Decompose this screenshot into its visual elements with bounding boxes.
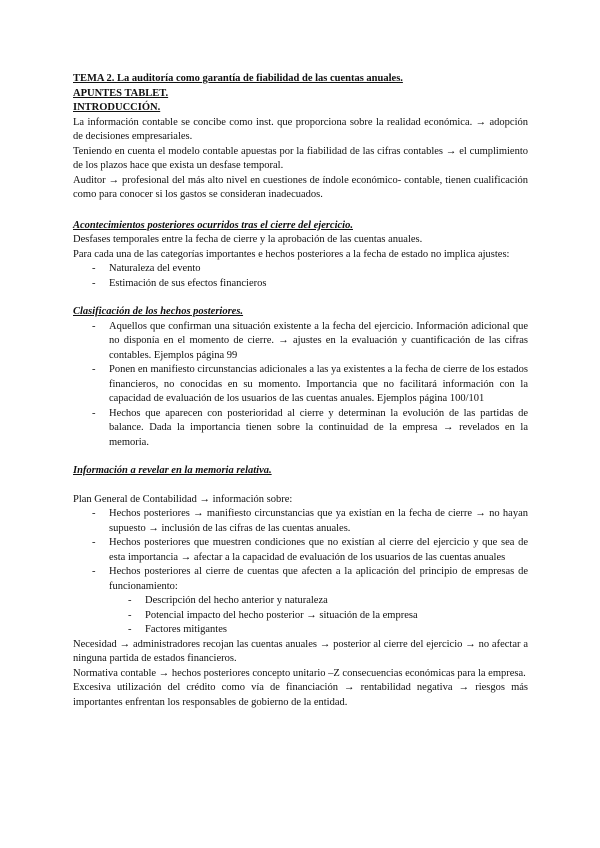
list-item: - Hechos posteriores → manifiesto circunstancias que ya existían en la fecha de cierre → no hayan supuesto → inclusión de las cifras de las cuentas anuales.	[89, 507, 528, 536]
section-heading-acontecimientos: Acontecimientos posteriores ocurridos tras el cierre del ejercicio.	[73, 219, 353, 231]
section-paragraph: Desfases temporales entre la fecha de cierre y la aprobación de las cuentas anuales.	[73, 234, 423, 245]
document-body	[73, 72, 528, 710]
bullet-list	[89, 507, 528, 594]
section-heading-clasificacion: Clasificación de los hechos posteriores.	[73, 306, 244, 317]
intro-paragraph: Auditor → profesional del más alto nivel en cuestiones de índole económico- contable, tienen cualificación como para conocer si los gastos se consideran inadecuados.	[73, 174, 528, 200]
document-subtitle: APUNTES TABLET.	[73, 87, 169, 99]
list-item: - Hechos que aparecen con posterioridad al cierre y determinan la evolución de las partidas de balance. Dada la importancia tienen sobre la continuidad de la empresa → revelados en la memoria.	[89, 407, 528, 451]
sub-list-item: - Descripción del hecho anterior y naturaleza	[125, 594, 528, 609]
intro-paragraph: La información contable se concibe como inst. que proporciona sobre la realidad económica. → adopción de decisiones empresariales.	[73, 116, 528, 142]
list-item: - Hechos posteriores al cierre de cuentas que afecten a la aplicación del principio de empresas de funcionamiento:	[89, 565, 528, 594]
bullet-list	[89, 262, 528, 291]
list-item: - Naturaleza del evento	[89, 262, 528, 277]
section-paragraph: Excesiva utilización del crédito como vía de financiación → rentabilidad negativa → riesgos más importantes enfrentan los responsables de gobierno de la entidad.	[73, 682, 528, 708]
bullet-list	[89, 320, 528, 451]
section-heading-informacion: Información a revelar en la memoria relativa.	[73, 465, 272, 476]
section-paragraph: Necesidad → administradores recojan las cuentas anuales → posterior al cierre del ejercicio → no afectar a ninguna partida de estados financieros.	[73, 638, 528, 664]
section-paragraph: Para cada una de las categorías importantes e hechos posteriores a la fecha de estado no implica ajustes:	[73, 248, 510, 260]
section-paragraph: Normativa contable → hechos posteriores concepto unitario –Z consecuencias económicas para la empresa.	[73, 667, 526, 679]
section-paragraph: Plan General de Contabilidad → información sobre:	[73, 493, 293, 505]
spacer	[73, 479, 528, 493]
document-title: TEMA 2. La auditoría como garantía de fiabilidad de las cuentas anuales.	[73, 73, 403, 84]
sub-bullet-list	[125, 594, 528, 638]
list-item: - Estimación de sus efectos financieros	[89, 277, 528, 292]
sub-list-item: - Potencial impacto del hecho posterior → situación de la empresa	[125, 609, 528, 624]
list-item: - Ponen en manifiesto circunstancias adicionales a las ya existentes a la fecha de cierre de los estados financieros, no conocidas en su momento. Importancia que no facilitará información con la capacidad de evaluación de los usuarios de las cuentas anuales. Ejemplos página 100/101	[89, 363, 528, 407]
intro-heading: INTRODUCCIÓN.	[73, 102, 161, 113]
list-item: - Hechos posteriores que muestren condiciones que no existían al cierre del ejercicio y que sea de esta importancia → afectar a la capacidad de evaluación de los usuarios de las cuentas anuales	[89, 536, 528, 565]
intro-paragraph: Teniendo en cuenta el modelo contable apuestas por la fiabilidad de las cifras contables → el cumplimiento de los plazos hace que exista un desfase temporal.	[73, 145, 528, 171]
list-item: - Aquellos que confirman una situación existente a la fecha del ejercicio. Información adicional que no disponía en el momento de cierre. → ajustes en la evaluación y cuantificación de las cifras contables. Ejemplos página 99	[89, 320, 528, 364]
sub-list-item: - Factores mitigantes	[125, 623, 528, 638]
